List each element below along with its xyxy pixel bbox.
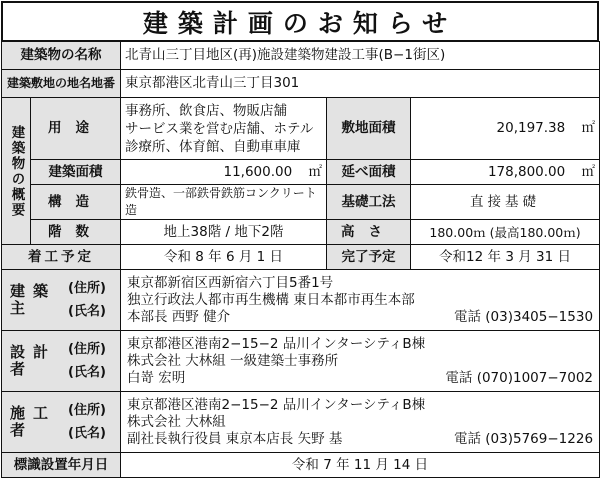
start-label: 着工予定	[2, 245, 121, 270]
use-line-2: サービス業を営む店舗、ホテル	[125, 120, 314, 137]
completion-label: 完了予定	[327, 245, 411, 270]
contractor-info	[121, 392, 600, 453]
building-area-label: 建築面積	[31, 160, 121, 185]
use-label: 用途	[31, 98, 121, 160]
total-floor-area-cell	[411, 160, 600, 185]
start-value: 令和 8 年 6 月 1 日	[121, 245, 327, 270]
owner-name: 本部長 西野 健介	[127, 308, 231, 325]
owner-info	[121, 270, 600, 331]
contractor-name: 副社長執行役員 東京本店長 矢野 基	[127, 430, 343, 447]
owner-address-sublabel: (住所)	[68, 281, 106, 296]
site-area-label: 敷地面積	[327, 98, 411, 160]
site-area-unit: ㎡	[581, 120, 596, 136]
row-schedule	[2, 245, 600, 270]
contractor-phone: 電話 (03)5769−1226	[454, 430, 594, 447]
designer-label: 設計者	[10, 343, 57, 378]
total-floor-area-unit: ㎡	[581, 163, 596, 180]
overview-label-text: 建築物の概要	[8, 124, 25, 218]
building-area-cell	[121, 160, 327, 185]
floors-label: 階数	[31, 220, 121, 245]
height-value: 180.00ｍ (最高180.00ｍ)	[411, 220, 600, 245]
contractor-address: 東京都港区港南2−15−2 品川インターシティB棟	[127, 396, 426, 413]
construction-notice-sign	[1, 1, 599, 490]
height-label: 高さ	[327, 220, 411, 245]
row-use	[2, 98, 600, 160]
foundation-label: 基礎工法	[327, 185, 411, 220]
site-area-cell	[411, 98, 600, 160]
owner-phone: 電話 (03)3405−1530	[454, 308, 594, 325]
designer-name-sublabel: (氏名)	[68, 365, 106, 380]
owner-label: 建築主	[10, 282, 57, 317]
designer-name: 白嵜 宏明	[127, 369, 186, 386]
notice-table	[1, 41, 600, 478]
designer-address-sublabel: (住所)	[68, 342, 106, 357]
row-contractor	[2, 392, 600, 453]
row-sign-date	[2, 453, 600, 478]
building-name-value: 北青山三丁目地区(再)施設建築物建設工事(B−1街区)	[121, 42, 600, 70]
contractor-name-sublabel: (氏名)	[68, 426, 106, 441]
building-area-value: 11,600.00	[223, 163, 293, 180]
completion-value: 令和12 年 3 月 31 日	[411, 245, 600, 270]
sign-date-value: 令和 7 年 11 月 14 日	[121, 453, 600, 478]
row-structure	[2, 185, 600, 220]
site-address-label: 建築敷地の地名地番	[2, 70, 121, 98]
use-line-1: 事務所、飲食店、物販店舗	[125, 102, 287, 119]
row-floors	[2, 220, 600, 245]
contractor-label: 施工者	[10, 404, 57, 439]
floors-value: 地上38階 / 地下2階	[121, 220, 327, 245]
row-area	[2, 160, 600, 185]
use-value	[121, 98, 327, 160]
designer-organization: 株式会社 大林組 一級建築士事務所	[127, 352, 339, 369]
owner-organization: 独立行政法人都市再生機構 東日本都市再生本部	[127, 291, 415, 308]
owner-name-sublabel: (氏名)	[68, 304, 106, 319]
site-address-value: 東京都港区北青山三丁目301	[121, 70, 600, 98]
building-area-unit: ㎡	[308, 163, 322, 180]
sign-title: 建築計画のお知らせ	[1, 1, 599, 42]
designer-address: 東京都港区港南2−15−2 品川インターシティB棟	[127, 335, 426, 352]
total-floor-area-label: 延べ面積	[327, 160, 411, 185]
contractor-organization: 株式会社 大林組	[127, 413, 226, 430]
site-area-value: 20,197.38	[496, 120, 566, 136]
foundation-value: 直接基礎	[411, 185, 600, 220]
designer-phone: 電話 (070)1007−7002	[445, 369, 594, 386]
overview-label	[2, 98, 31, 245]
designer-info	[121, 331, 600, 392]
total-floor-area-value: 178,800.00	[487, 163, 566, 180]
structure-value: 鉄骨造、一部鉄骨鉄筋コンクリート造	[121, 185, 327, 220]
owner-label-cell	[2, 270, 121, 331]
use-line-3: 診療所、体育館、自動車車庫	[125, 138, 301, 155]
contractor-address-sublabel: (住所)	[68, 403, 106, 418]
row-site-address	[2, 70, 600, 98]
building-name-label: 建築物の名称	[2, 42, 121, 70]
sign-date-label: 標識設置年月日	[2, 453, 121, 478]
row-building-name	[2, 42, 600, 70]
structure-label: 構造	[31, 185, 121, 220]
row-designer	[2, 331, 600, 392]
row-owner	[2, 270, 600, 331]
owner-address: 東京都新宿区西新宿六丁目5番1号	[127, 274, 334, 291]
designer-label-cell	[2, 331, 121, 392]
contractor-label-cell	[2, 392, 121, 453]
